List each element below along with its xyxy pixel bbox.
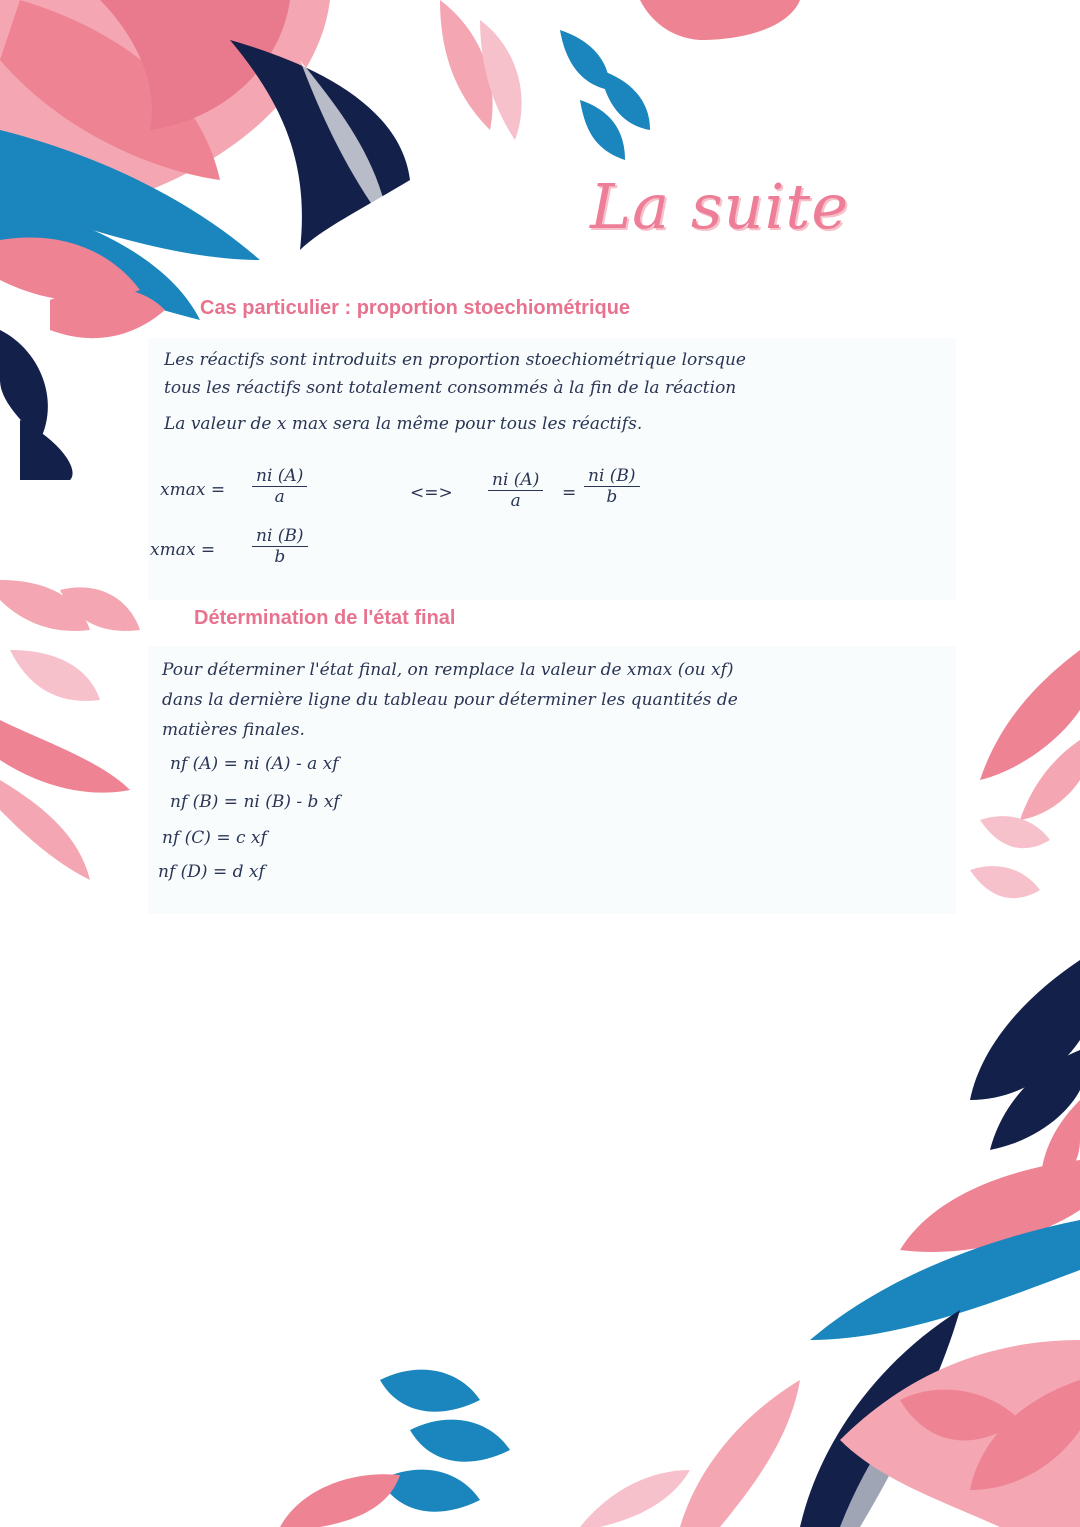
- fraction-denominator: b: [606, 487, 618, 507]
- note-line: dans la dernière ligne du tableau pour déterminer les quantités de: [162, 690, 738, 710]
- fraction-numerator: ni (B): [584, 466, 640, 487]
- equation-line: nf (D) = d xf: [158, 862, 265, 882]
- page-title: La suite: [590, 170, 850, 243]
- equation-line: nf (B) = ni (B) - b xf: [170, 792, 340, 812]
- fraction-denominator: a: [274, 487, 285, 507]
- equation-line: nf (C) = c xf: [162, 828, 267, 848]
- fraction-numerator: ni (A): [488, 470, 543, 491]
- note-line: Les réactifs sont introduits en proportion stoechiométrique lorsque: [164, 350, 746, 370]
- foliage-right-middle: [940, 620, 1080, 920]
- fraction-ni-b-over-b: [252, 526, 308, 567]
- note-line: matières finales.: [162, 720, 305, 740]
- fraction-denominator: a: [510, 491, 521, 511]
- fraction-ni-a-over-a: [252, 466, 307, 507]
- equivalence-symbol: <=>: [410, 483, 453, 503]
- note-block-final-state: [148, 646, 956, 914]
- equation-xmax-b-lhs: xmax =: [150, 540, 216, 560]
- section-heading-final-state: Détermination de l'état final: [194, 607, 456, 629]
- note-line: Pour déterminer l'état final, on remplace la valeur de xmax (ou xf): [162, 660, 734, 680]
- equals-symbol: =: [562, 483, 577, 503]
- equation-xmax-a-lhs: xmax =: [160, 480, 226, 500]
- fraction-numerator: ni (B): [252, 526, 308, 547]
- fraction-ni-a-over-a-right: [488, 470, 543, 511]
- foliage-left-middle: [0, 560, 160, 900]
- note-block-stoechiometric: [148, 338, 956, 600]
- fraction-denominator: b: [274, 547, 286, 567]
- foliage-bottom-right: [280, 960, 1080, 1527]
- equation-line: nf (A) = ni (A) - a xf: [170, 754, 339, 774]
- fraction-numerator: ni (A): [252, 466, 307, 487]
- section-heading-stoechiometric: Cas particulier : proportion stoechiométrique: [200, 297, 631, 319]
- note-line: La valeur de x max sera la même pour tous les réactifs.: [164, 414, 643, 434]
- fraction-ni-b-over-b-right: [584, 466, 640, 507]
- note-line: tous les réactifs sont totalement consommés à la fin de la réaction: [164, 378, 737, 398]
